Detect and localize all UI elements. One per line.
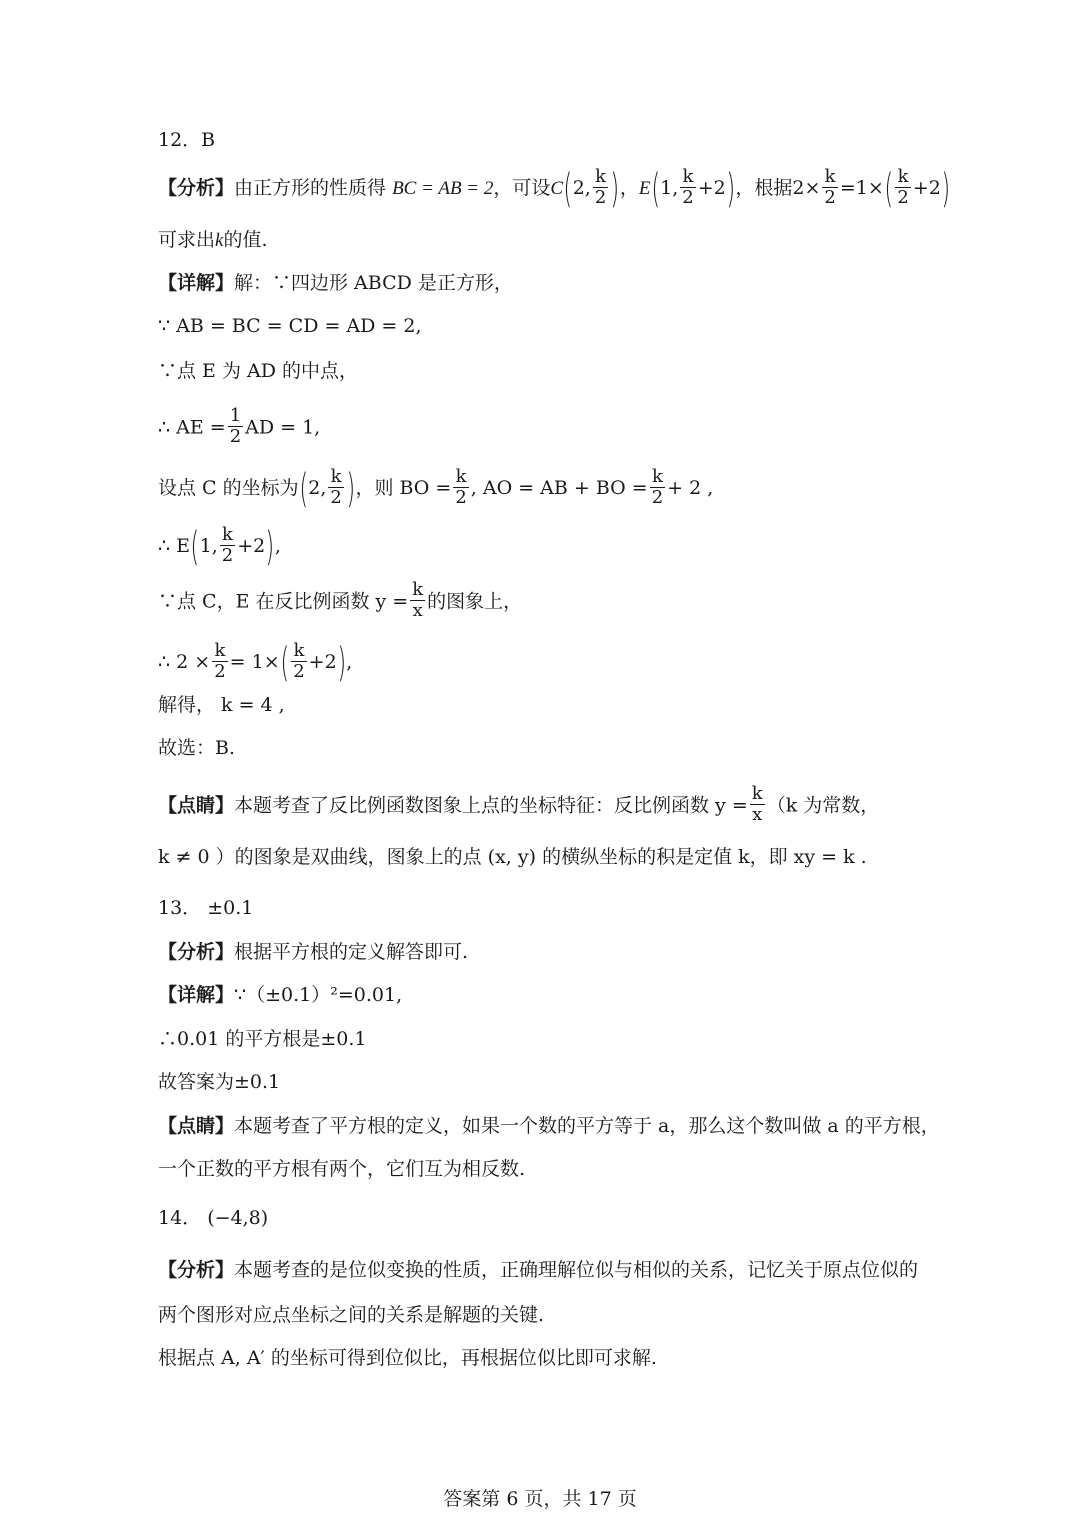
q12-detail-5: 设点 C 的坐标为(2, $\frac{k}{2}$ )，则 BO = $\frac{k}{2}$ , AO = AB + BO = $\frac{k}{2}$ + 2 , xyxy=(158,465,714,512)
detail-tag: 【详解】 xyxy=(158,272,235,294)
analysis-tag: 【分析】 xyxy=(158,177,235,199)
q12-analysis: 【分析】由正方形的性质得 BC = AB = 2，可设C(2, $\frac{k}{2}$ )，E(1, $\frac{k}{2}$ +2)，根据2× $\frac{k}{2}$ =1×( $\frac{k}{2}$ +2) xyxy=(158,165,950,212)
q13-comment-2: 一个正数的平方根有两个，它们互为相反数. xyxy=(158,1158,526,1180)
q12-detail-10: 故选：B. xyxy=(158,737,236,759)
q13-answer: 13． ±0.1 xyxy=(158,897,254,919)
q12-comment-2: k ≠ 0 ）的图象是双曲线，图象上的点 (x, y) 的横纵坐标的积是定值 k，即 xy = k . xyxy=(158,846,867,868)
q14-analysis-2: 两个图形对应点坐标之间的关系是解题的关键. xyxy=(158,1304,545,1326)
q13-detail: 【详解】∵（±0.1）²=0.01, xyxy=(158,984,403,1006)
q12-detail-1: 【详解】解：∵四边形 ABCD 是正方形， xyxy=(158,272,513,294)
q12-detail-8: ∴ 2 × $\frac{k}{2}$ = 1×( $\frac{k}{2}$ +2), xyxy=(158,639,353,686)
q12-detail-3: ∵点 E 为 AD 的中点， xyxy=(158,360,358,382)
q14-analysis-1: 【分析】本题考查的是位似变换的性质，正确理解位似与相似的关系，记忆关于原点位似的 xyxy=(158,1259,919,1281)
q12-analysis-tail: 可求出k的值. xyxy=(158,229,268,251)
q13-comment-1: 【点睛】本题考查了平方根的定义，如果一个数的平方等于 a，那么这个数叫做 a 的平方根， xyxy=(158,1115,940,1137)
q12-detail-4: ∴ AE = $\frac{1}{2}$ AD = 1, xyxy=(158,405,321,447)
q13-analysis: 【分析】根据平方根的定义解答即可. xyxy=(158,941,469,963)
q12-comment-1: 【点睛】本题考查了反比例函数图象上点的坐标特征：反比例函数 y = $\frac{k}{x}$ （k 为常数， xyxy=(158,783,880,825)
q12-detail-7: ∵点 C，E 在反比例函数 y = $\frac{k}{x}$ 的图象上， xyxy=(158,579,523,621)
q13-l3: 故答案为±0.1 xyxy=(158,1071,281,1093)
page-footer: 答案第 6 页，共 17 页 xyxy=(443,1488,637,1510)
q14-answer: 14． (−4,8) xyxy=(158,1207,269,1229)
q12-detail-2: ∵ AB = BC = CD = AD = 2, xyxy=(158,315,422,337)
q13-l2: ∴0.01 的平方根是±0.1 xyxy=(158,1028,367,1050)
q12-detail-6: ∴ E(1, $\frac{k}{2}$ +2), xyxy=(158,523,281,570)
q12-answer: 12．B xyxy=(158,129,216,151)
q14-analysis-3: 根据点 A, A′ 的坐标可得到位似比，再根据位似比即可求解. xyxy=(158,1347,657,1369)
comment-tag: 【点睛】 xyxy=(158,794,235,817)
q12-detail-9: 解得， k = 4 , xyxy=(158,694,285,716)
